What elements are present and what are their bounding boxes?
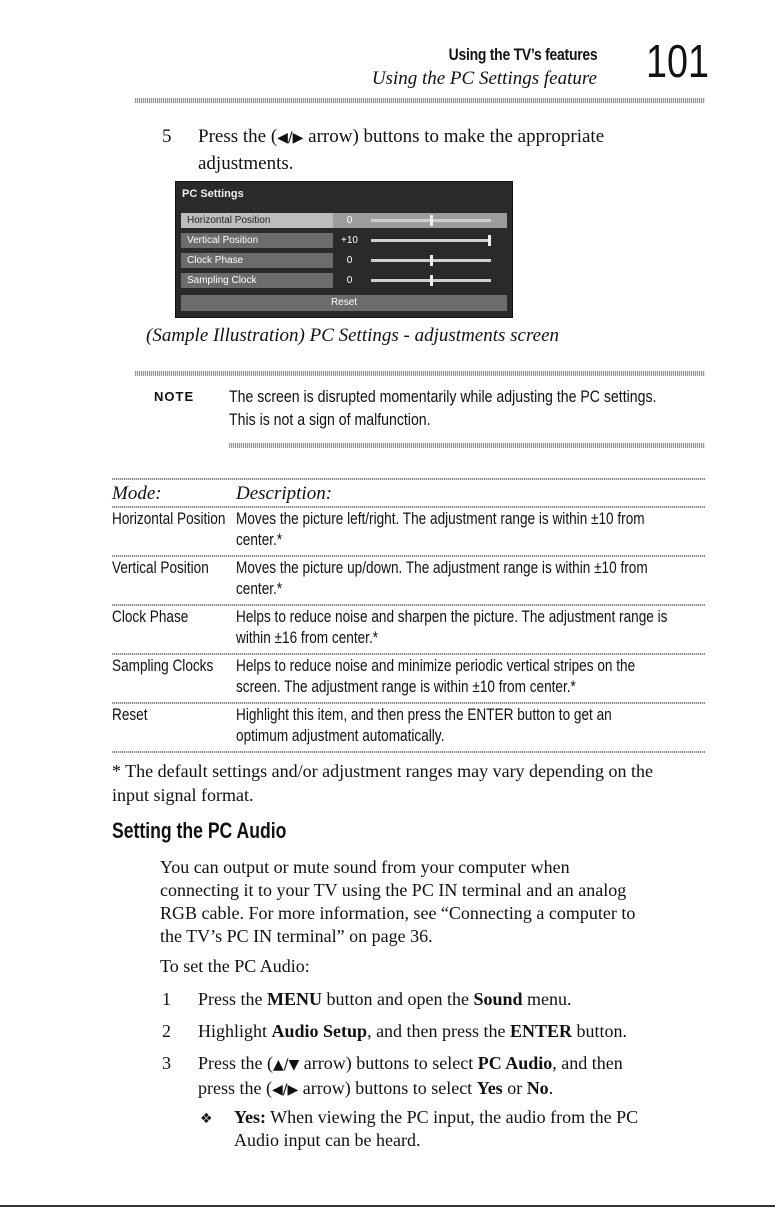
desc-line: Highlight this item, and then press the ENTER button to get an: [236, 705, 612, 724]
no-option-ref: No: [526, 1078, 549, 1098]
page-number: 101: [646, 35, 709, 87]
table-cell-description: [236, 606, 700, 648]
table-cell-description: [236, 704, 700, 746]
text: menu.: [522, 989, 572, 1009]
step-2-text: [198, 1020, 627, 1043]
table-cell-description: [236, 508, 700, 550]
step-3-text: [198, 1052, 623, 1102]
section-heading: Setting the PC Audio: [112, 818, 287, 843]
screen-row-clock-phase: [181, 253, 507, 268]
screen-reset-row: Reset: [181, 295, 507, 311]
bullet-icon: ❖: [200, 1111, 213, 1127]
pc-settings-screen-illustration: [175, 181, 513, 318]
slider-knob: [430, 215, 433, 226]
note-top-rule: [135, 371, 705, 376]
desc-line: screen. The adjustment range is within ±10 from center.*: [236, 677, 576, 696]
enter-button-ref: ENTER: [510, 1021, 573, 1041]
note-line: This is not a sign of malfunction.: [229, 410, 431, 429]
table-header-description: Description:: [236, 483, 333, 504]
table-cell-mode: Clock Phase: [112, 607, 189, 626]
desc-line: Helps to reduce noise and sharpen the picture. The adjustment range is: [236, 607, 668, 626]
table-cell-mode: Vertical Position: [112, 558, 209, 577]
table-cell-description: [236, 557, 700, 599]
screen-row-value: 0: [346, 255, 353, 266]
intro-line: the TV’s PC IN terminal” on page 36.: [160, 926, 433, 946]
desc-line: within ±16 from center.*: [236, 628, 379, 647]
note-line: The screen is disrupted momentarily while adjusting the PC settings.: [229, 387, 657, 406]
step-5-text: [198, 124, 604, 176]
text: When viewing the PC input, the audio from the PC: [266, 1107, 639, 1127]
table-cell-mode: Sampling Clocks: [112, 656, 214, 675]
screen-row-sampling-clock: [181, 273, 507, 288]
text: or: [502, 1078, 527, 1098]
left-right-arrow-icon: ◀/▶: [277, 130, 304, 146]
text: arrow) buttons to select: [298, 1078, 477, 1098]
text: arrow) buttons to select: [299, 1053, 478, 1073]
text: press the (: [198, 1078, 272, 1098]
menu-button-ref: MENU: [267, 989, 322, 1009]
screen-row-value: +10: [341, 235, 358, 246]
text: Press the: [198, 989, 267, 1009]
intro-line: connecting it to your TV using the PC IN terminal and an analog: [160, 880, 627, 900]
screen-row-slider: [371, 259, 491, 262]
yes-option-ref: Yes: [476, 1078, 503, 1098]
table-rule: [112, 478, 705, 480]
screen-row-label: Clock Phase: [181, 253, 333, 268]
text: .: [548, 1078, 554, 1098]
table-cell-mode: Horizontal Position: [112, 509, 226, 528]
screen-row-value: 0: [346, 275, 353, 286]
note-text: [229, 385, 727, 431]
desc-line: optimum adjustment automatically.: [236, 726, 445, 745]
screen-row-slider: [371, 239, 491, 242]
desc-line: Helps to reduce noise and minimize periodic vertical stripes on the: [236, 656, 636, 675]
screen-row-label: Vertical Position: [181, 233, 333, 248]
intro-line: You can output or mute sound from your computer when: [160, 857, 570, 877]
text: , and then press the: [367, 1021, 511, 1041]
text: button and open the: [322, 989, 474, 1009]
screen-title: PC Settings: [182, 188, 244, 200]
step-number: 3: [162, 1053, 171, 1073]
step-5-text-b: arrow) buttons to make the appropriate: [303, 126, 605, 147]
footnote-line: * The default settings and/or adjustment ranges may vary depending on the: [112, 761, 654, 781]
text: , and then: [552, 1053, 623, 1073]
up-down-arrow-icon: ▲/▼: [273, 1057, 300, 1073]
screen-row-horizontal-position: [181, 213, 507, 228]
screen-row-value: 0: [346, 215, 353, 226]
step-5-text-c: adjustments.: [198, 153, 294, 174]
table-rule: [112, 751, 705, 753]
text: Press the (: [198, 1053, 273, 1073]
note-bottom-rule: [229, 443, 705, 448]
header-rule: [135, 98, 705, 103]
text: Audio input can be heard.: [234, 1130, 421, 1150]
step-5-text-a: Press the (: [198, 126, 278, 147]
figure-caption: (Sample Illustration) PC Settings - adjustments screen: [146, 325, 560, 346]
intro-line: RGB cable. For more information, see “Connecting a computer to: [160, 903, 636, 923]
step-number: 1: [162, 989, 171, 1009]
running-header-subsection: Using the PC Settings feature: [371, 68, 597, 89]
desc-line: center.*: [236, 579, 283, 598]
note-label: NOTE: [154, 389, 195, 404]
text: Highlight: [198, 1021, 272, 1041]
text: button.: [572, 1021, 628, 1041]
pc-audio-ref: PC Audio: [477, 1053, 553, 1073]
step-number: 2: [162, 1021, 171, 1041]
footnote-line: input signal format.: [112, 785, 254, 805]
table-footnote: [112, 759, 712, 807]
slider-knob: [430, 255, 433, 266]
screen-row-vertical-position: [181, 233, 507, 248]
step-1-text: [198, 988, 572, 1011]
desc-line: Moves the picture up/down. The adjustment range is within ±10 from: [236, 558, 648, 577]
bullet-text: [234, 1106, 638, 1152]
procedure-intro: To set the PC Audio:: [160, 956, 310, 976]
table-header-mode: Mode:: [112, 483, 162, 504]
step-number: 5: [162, 126, 172, 147]
screen-row-label: Horizontal Position: [181, 213, 333, 228]
audio-setup-ref: Audio Setup: [271, 1021, 368, 1041]
bullet-label: Yes:: [234, 1107, 266, 1127]
slider-knob: [430, 275, 433, 286]
desc-line: Moves the picture left/right. The adjustment range is within ±10 from: [236, 509, 645, 528]
sound-menu-ref: Sound: [473, 989, 523, 1009]
left-right-arrow-icon: ◀/▶: [271, 1082, 299, 1098]
screen-row-label: Sampling Clock: [181, 273, 333, 288]
desc-line: center.*: [236, 530, 283, 549]
intro-paragraph: [160, 856, 720, 948]
slider-knob: [488, 235, 491, 246]
table-cell-mode: Reset: [112, 705, 148, 724]
screen-row-slider: [371, 219, 491, 222]
screen-row-slider: [371, 279, 491, 282]
running-header-section: Using the TV’s features: [448, 45, 597, 64]
table-cell-description: [236, 655, 700, 697]
